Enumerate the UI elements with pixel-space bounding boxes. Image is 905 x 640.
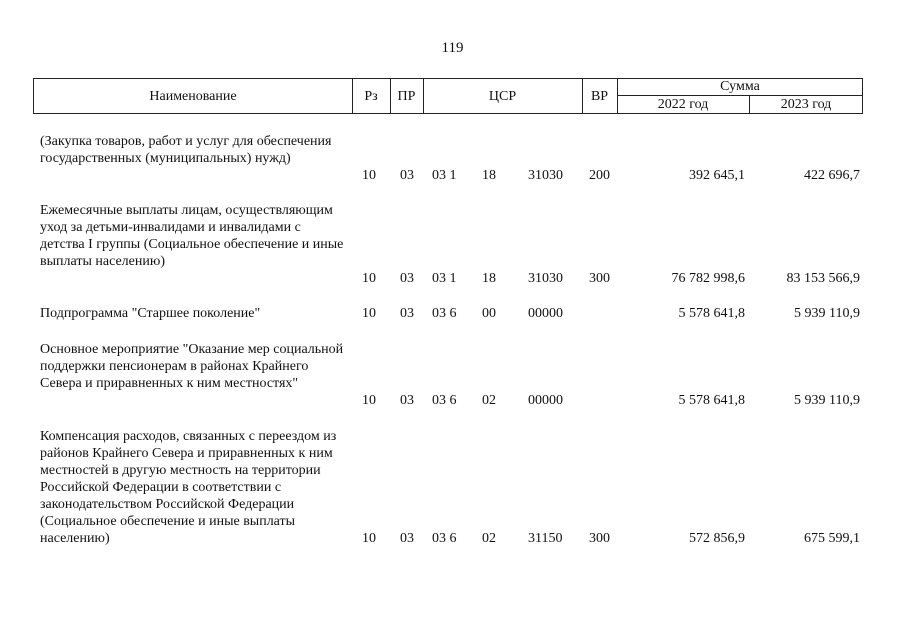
row-csr-direction: 31030 — [528, 168, 563, 183]
row-vr: 200 — [589, 168, 610, 183]
table-header — [33, 78, 863, 114]
row-name: Основное мероприятие "Оказание мер социальной поддержки пенсионерам в районах Крайнего Севера и приравненных к ним местностях" — [40, 342, 344, 391]
col-2022-header: 2022 год — [657, 97, 709, 112]
row-csr-program: 03 6 — [432, 393, 457, 408]
col-name-header: Наименование — [149, 89, 237, 104]
row-pr: 03 — [400, 393, 414, 408]
row-rz: 10 — [362, 271, 376, 286]
col-rz-header: Рз — [364, 89, 378, 104]
row-rz: 10 — [362, 306, 376, 321]
col-vr-header: ВР — [590, 89, 609, 104]
row-vr: 300 — [589, 531, 610, 546]
row-pr: 03 — [400, 531, 414, 546]
row-csr-program: 03 1 — [432, 271, 457, 286]
row-csr-direction: 00000 — [528, 306, 563, 321]
col-2023-header: 2023 год — [780, 97, 832, 112]
row-csr-direction: 00000 — [528, 393, 563, 408]
row-name: Подпрограмма "Старшее поколение" — [40, 306, 261, 321]
row-csr-subprogram: 18 — [482, 271, 496, 286]
row-name: Компенсация расходов, связанных с переездом из районов Крайнего Севера и приравненных к ним местностей в другую местность на территории Российской Федерации в соответствии с законодательством Российской Федерации (Социальное обеспечение и иные выплаты населению) — [40, 429, 337, 546]
row-csr-subprogram: 18 — [482, 168, 496, 183]
row-csr-direction: 31030 — [528, 271, 563, 286]
row-name: (Закупка товаров, работ и услуг для обеспечения государственных (муниципальных) нужд) — [40, 134, 332, 166]
row-sum-2023: 83 153 566,9 — [786, 271, 860, 286]
row-pr: 03 — [400, 168, 414, 183]
row-rz: 10 — [362, 531, 376, 546]
row-pr: 03 — [400, 306, 414, 321]
row-csr-subprogram: 02 — [482, 393, 496, 408]
row-sum-2023: 5 939 110,9 — [794, 306, 860, 321]
row-vr: 300 — [589, 271, 610, 286]
row-csr-subprogram: 02 — [482, 531, 496, 546]
row-sum-2022: 76 782 998,6 — [671, 271, 745, 286]
sum-divider — [617, 95, 863, 96]
row-csr-program: 03 1 — [432, 168, 457, 183]
row-sum-2022: 572 856,9 — [689, 531, 745, 546]
row-rz: 10 — [362, 168, 376, 183]
col-pr-header: ПР — [397, 89, 416, 104]
row-csr-direction: 31150 — [528, 531, 563, 546]
row-csr-program: 03 6 — [432, 306, 457, 321]
row-rz: 10 — [362, 393, 376, 408]
row-sum-2022: 5 578 641,8 — [678, 306, 745, 321]
col-sum-header: Сумма — [720, 79, 760, 94]
row-sum-2023: 5 939 110,9 — [794, 393, 860, 408]
row-sum-2023: 422 696,7 — [804, 168, 860, 183]
row-sum-2022: 5 578 641,8 — [678, 393, 745, 408]
col-csr-header: ЦСР — [488, 89, 517, 104]
page-number: 119 — [441, 40, 464, 56]
row-sum-2023: 675 599,1 — [804, 531, 860, 546]
row-csr-subprogram: 00 — [482, 306, 496, 321]
row-name: Ежемесячные выплаты лицам, осуществляющим уход за детьми-инвалидами и инвалидами с детства I группы (Социальное обеспечение и иные выплаты населению) — [40, 203, 344, 269]
row-sum-2022: 392 645,1 — [689, 168, 745, 183]
row-csr-program: 03 6 — [432, 531, 457, 546]
row-pr: 03 — [400, 271, 414, 286]
